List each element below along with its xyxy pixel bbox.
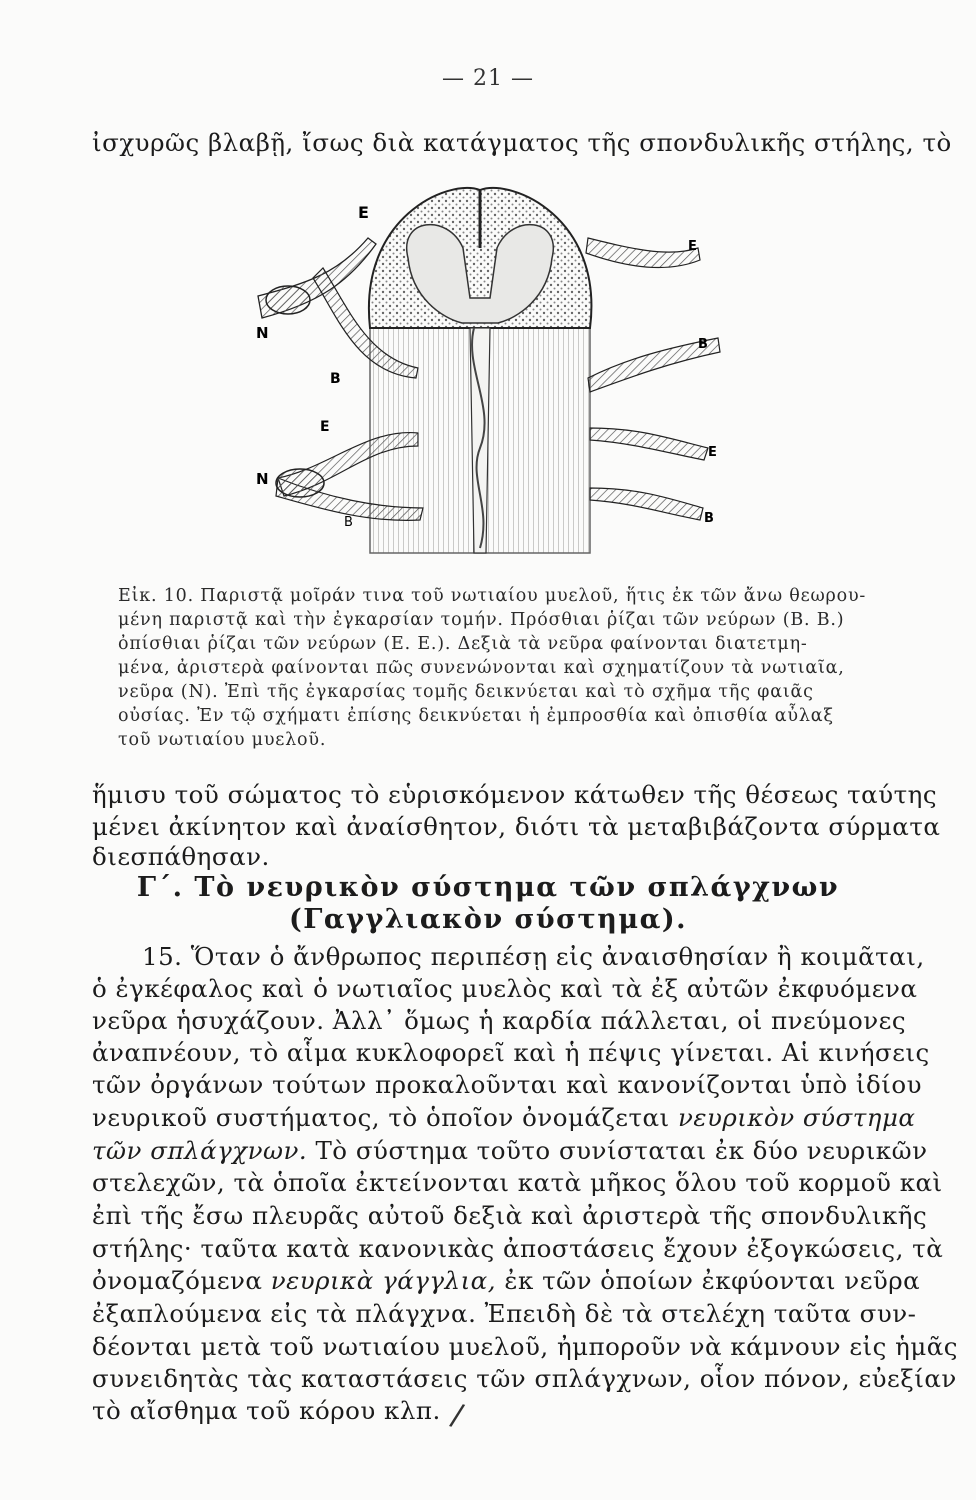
- caption-line: μένη παριστᾷ καὶ τὴν ἐγκαρσίαν τομήν. Πρόσθιαι ῥίζαι τῶν νεύρων (Β. Β.): [118, 610, 845, 630]
- body-line: [92, 1103, 916, 1132]
- label-b-right-lower: B: [704, 511, 714, 526]
- label-b-right-upper: B: [698, 337, 708, 352]
- body-line: ἀναπνέουν, τὸ αἷμα κυκλοφορεῖ καὶ ἡ πέψις γίνεται. Αἱ κινήσεις: [92, 1038, 930, 1067]
- spinal-cord-illustration: [248, 178, 728, 558]
- body-line: μένει ἀκίνητον καὶ ἀναίσθητον, διότι τὰ μεταβιβάζοντα σύρματα: [92, 812, 941, 841]
- section-subheading: (Γαγγλιακὸν σύστημα).: [288, 904, 688, 935]
- italic-term: νευρικὰ γάγγλια,: [270, 1266, 497, 1295]
- caption-line: ὀπίσθιαι ῥίζαι τῶν νεύρων (Ε. Ε.). Δεξιὰ τὰ νεῦρα φαίνονται διατετμη-: [118, 634, 808, 654]
- body-text: ὀνομαζόμενα: [92, 1266, 271, 1295]
- label-e-top-left: E: [358, 203, 369, 222]
- body-line: ὁ ἐγκέφαλος καὶ ὁ νωτιαῖος μυελὸς καὶ τὰ ἐξ αὐτῶν ἐκφυόμενα: [92, 974, 918, 1003]
- body-line: ἐξαπλούμενα εἰς τὰ πλάγχνα. Ἐπειδὴ δὲ τὰ στελέχη ταῦτα συν-: [92, 1299, 917, 1328]
- body-line: τὸ αἴσθημα τοῦ κόρου κλπ.: [92, 1396, 441, 1425]
- body-text: ἐκ τῶν ὁποίων ἐκφύονται νεῦρα: [496, 1266, 921, 1295]
- caption-line: τοῦ νωτιαίου μυελοῦ.: [118, 730, 327, 750]
- label-e-right-lower: E: [708, 445, 717, 460]
- page-number: — 21 —: [442, 66, 534, 91]
- body-line: νεῦρα ἡσυχάζουν. Ἀλλ᾽ ὅμως ἡ καρδία πάλλεται, οἱ πνεύμονες: [92, 1006, 907, 1035]
- label-n-lower: N: [256, 470, 269, 488]
- caption-line: μένα, ἀριστερὰ φαίνονται πῶς συνενώνονται καὶ σχηματίζουν τὰ νωτιαῖα,: [118, 658, 845, 678]
- label-n-upper: N: [256, 324, 269, 342]
- body-line: [92, 1136, 928, 1165]
- label-b-bottom-left: B: [344, 515, 353, 530]
- body-line: συνειδητὰς τὰς καταστάσεις τῶν σπλάγχνων, οἷον πόνον, εὐεξίαν: [92, 1364, 957, 1393]
- body-text: νευρικοῦ συστήματος, τὸ ὁποῖον ὀνομάζεται: [92, 1103, 678, 1132]
- body-line: στελεχῶν, τὰ ὁποῖα ἐκτείνονται κατὰ μῆκος ὅλου τοῦ κορμοῦ καὶ: [92, 1168, 943, 1197]
- caption-line: Εἰκ. 10. Παριστᾷ μοῖράν τινα τοῦ νωτιαίου μυελοῦ, ἥτις ἐκ τῶν ἄνω θεωρου-: [118, 586, 867, 606]
- pencil-mark: /: [447, 1397, 467, 1434]
- caption-line: οὐσίας. Ἐν τῷ σχήματι ἐπίσης δεικνύεται ἡ ἐμπροσθία καὶ ὀπισθία αὖλαξ: [118, 706, 834, 726]
- body-line: δέονται μετὰ τοῦ νωτιαίου μυελοῦ, ἠμποροῦν νὰ κάμνουν εἰς ἡμᾶς: [92, 1332, 959, 1361]
- label-b-left: B: [330, 371, 341, 387]
- italic-term: τῶν σπλάγχνων.: [92, 1136, 308, 1165]
- right-nerve-roots: [586, 238, 720, 520]
- top-text-line: ἰσχυρῶς βλαβῇ, ἴσως διὰ κατάγματος τῆς σπονδυλικῆς στήλης, τὸ: [92, 128, 952, 157]
- italic-term: νευρικὸν σύστημα: [677, 1103, 916, 1132]
- body-line: στήλης· ταῦτα κατὰ κανονικὰς ἀποστάσεις ἔχουν ἐξογκώσεις, τὰ: [92, 1234, 944, 1263]
- caption-line: νεῦρα (Ν). Ἐπὶ τῆς ἐγκαρσίας τομῆς δεικνύεται καὶ τὸ σχῆμα τῆς φαιᾶς: [118, 682, 814, 702]
- body-line: διεσπάθησαν.: [92, 842, 270, 871]
- label-e-top-right: E: [688, 239, 697, 254]
- body-text: Τὸ σύστημα τοῦτο συνίσταται ἐκ δύο νευρικῶν: [307, 1136, 928, 1165]
- body-line: ἥμισυ τοῦ σώματος τὸ εὑρισκόμενον κάτωθεν τῆς θέσεως ταύτης: [92, 780, 938, 809]
- body-line: 15. Ὅταν ὁ ἄνθρωπος περιπέσῃ εἰς ἀναισθησίαν ἢ κοιμᾶται,: [142, 942, 925, 971]
- section-heading: Γ΄. Τὸ νευρικὸν σύστημα τῶν σπλάγχνων: [136, 872, 840, 903]
- body-line: [92, 1266, 921, 1295]
- label-e-left: E: [320, 419, 330, 435]
- body-line: τῶν ὀργάνων τούτων προκαλοῦνται καὶ κανονίζονται ὑπὸ ἰδίου: [92, 1070, 922, 1099]
- body-line: ἐπὶ τῆς ἔσω πλευρᾶς αὐτοῦ δεξιὰ καὶ ἀριστερὰ τῆς σπονδυλικῆς: [92, 1201, 928, 1230]
